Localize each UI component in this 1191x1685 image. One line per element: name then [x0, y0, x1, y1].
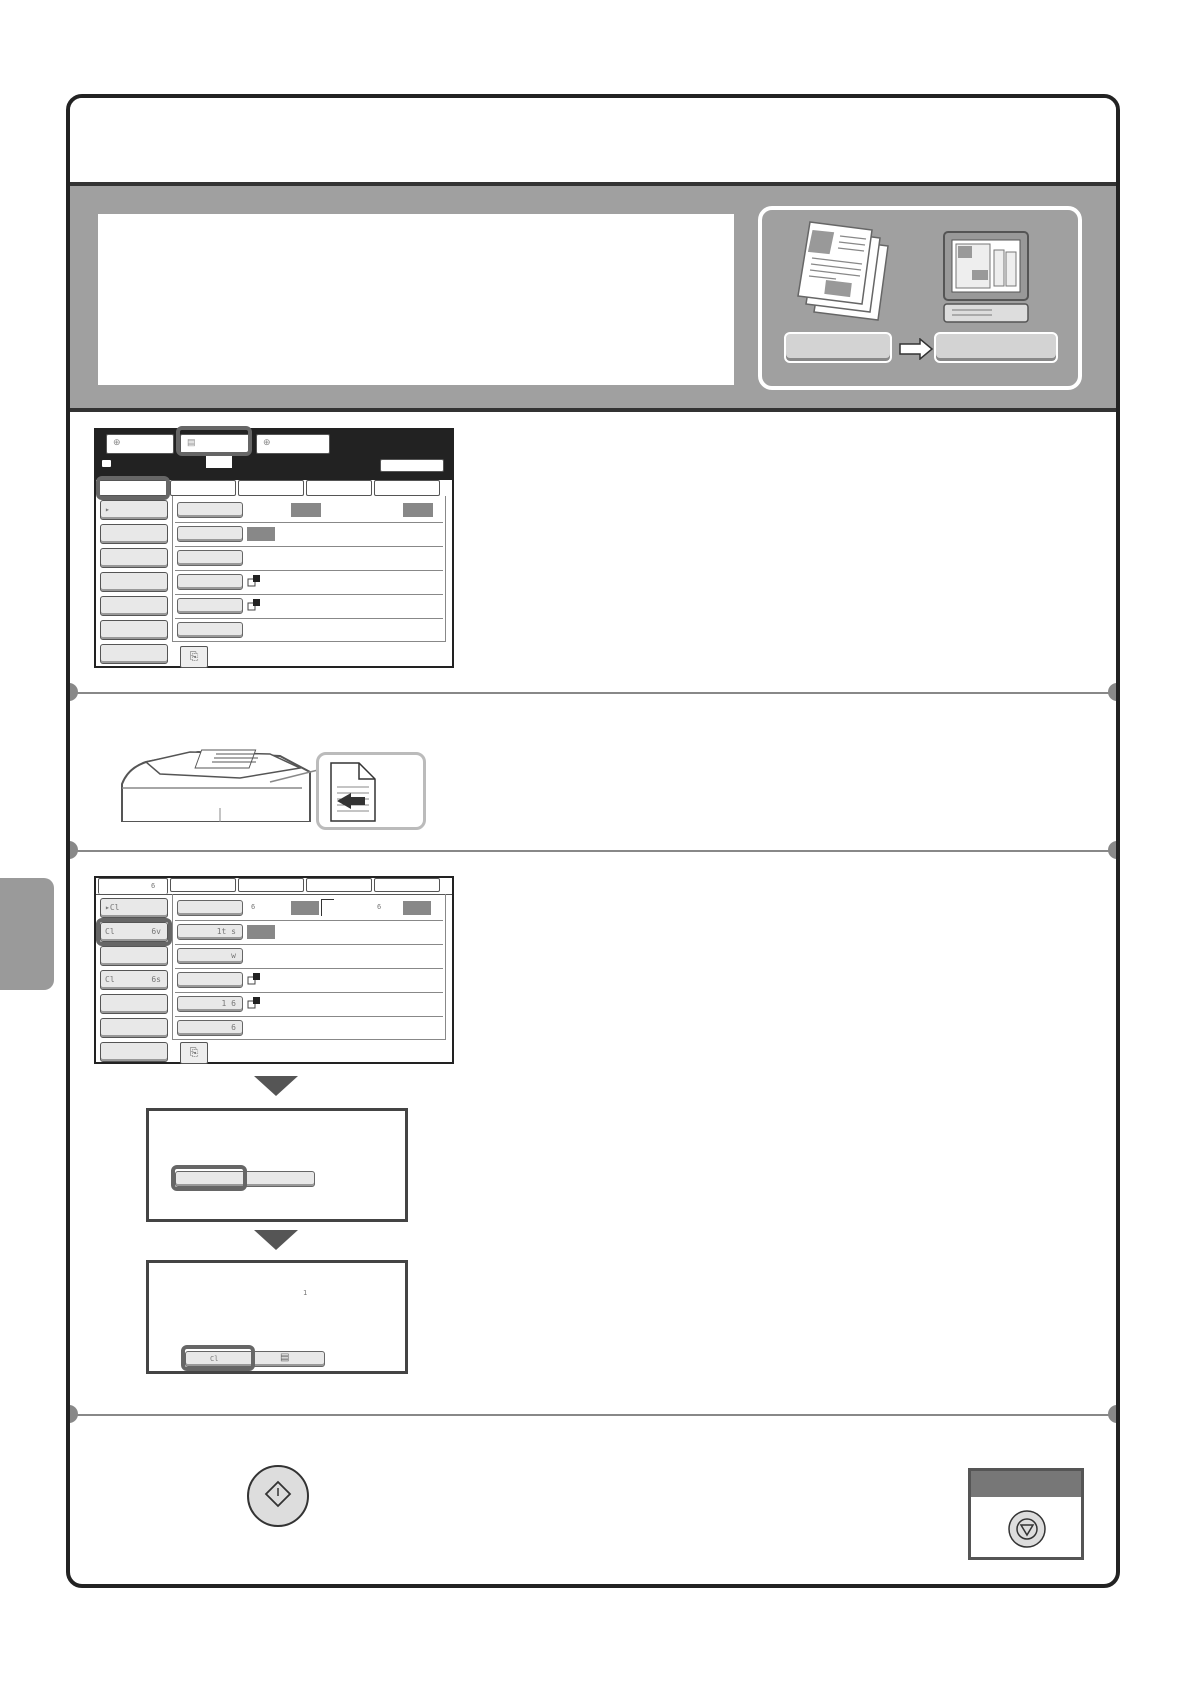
setting-button-3[interactable]: [177, 550, 243, 566]
chapter-side-tab: [0, 878, 54, 990]
row-divider: [175, 920, 443, 921]
status-icon: [102, 460, 111, 467]
mode-bar: [96, 430, 452, 480]
side-button-7[interactable]: [100, 644, 168, 664]
side-button-3[interactable]: [100, 548, 168, 568]
mode-tab-copy[interactable]: [106, 434, 174, 454]
side-button-6[interactable]: [100, 620, 168, 640]
setting-button-2[interactable]: 1t s: [177, 924, 243, 940]
original-label-pill: [784, 332, 892, 363]
highlight-option: [171, 1165, 247, 1191]
value-box-1a: [291, 901, 319, 915]
side-label: Cl: [109, 903, 120, 912]
title-bar: [70, 98, 1116, 186]
row-divider: [175, 944, 443, 945]
header-right-button[interactable]: [380, 459, 444, 472]
separator-dot: [1108, 1405, 1120, 1423]
step-separator: [70, 692, 1116, 694]
side-button-4[interactable]: [100, 970, 168, 990]
separator-dot: [1108, 841, 1120, 859]
instruction-frame: [66, 94, 1120, 1588]
setting-button-6[interactable]: 6: [177, 1020, 243, 1036]
row-divider: [175, 968, 443, 969]
stop-button-icon[interactable]: [1007, 1509, 1047, 1549]
row-divider: [175, 1016, 443, 1017]
dialog-mark: 1: [303, 1289, 308, 1297]
highlight-option: [181, 1345, 255, 1371]
row-divider: [175, 546, 443, 547]
highlight-first-tab: [96, 476, 170, 500]
overview-text-box: [98, 214, 734, 385]
tab-2[interactable]: [170, 480, 236, 496]
color-mode-icon: [247, 598, 261, 612]
touch-panel-screenshot-2: [94, 876, 454, 1064]
side-button-7[interactable]: [100, 1042, 168, 1062]
stop-key-header: [971, 1471, 1081, 1497]
setting-button-2[interactable]: [177, 526, 243, 542]
highlight-side-button: [96, 918, 172, 946]
row-mark: 6: [251, 903, 256, 911]
row-mark: 6: [377, 903, 382, 911]
side-label-right: 6v: [151, 927, 161, 936]
side-button-2[interactable]: [100, 524, 168, 544]
setting-button-1[interactable]: [177, 502, 243, 518]
tab-3[interactable]: [238, 878, 304, 892]
tab-2[interactable]: [170, 878, 236, 892]
highlight-mode-tab: [176, 426, 252, 456]
preview-icon[interactable]: ⎘: [180, 1042, 208, 1064]
tab-4[interactable]: [306, 480, 372, 496]
row-divider: [175, 570, 443, 571]
row-divider: [175, 618, 443, 619]
arrow-icon: [898, 338, 934, 360]
stop-key-panel: [968, 1468, 1084, 1560]
separator-dot: [66, 1405, 78, 1423]
side-button-3[interactable]: [100, 946, 168, 966]
side-button-5[interactable]: [100, 596, 168, 616]
color-mode-icon: [247, 996, 261, 1010]
setting-dialog-2: [146, 1260, 408, 1374]
tab-5[interactable]: [374, 480, 440, 496]
overview-banner: [70, 186, 1116, 412]
storage-mode-icon: ⊕: [263, 437, 271, 447]
setting-button-1[interactable]: [177, 900, 243, 916]
setting-button-4[interactable]: [177, 972, 243, 988]
option-icon: ▤: [280, 1352, 290, 1363]
side-button-1[interactable]: ▸: [100, 500, 168, 520]
setting-button-5[interactable]: [177, 598, 243, 614]
start-button-icon[interactable]: [246, 1464, 310, 1528]
send-mode-icon: ▤: [187, 437, 196, 447]
value-box-2: [247, 925, 275, 939]
separator-dot: [66, 841, 78, 859]
side-label-right: 6s: [151, 975, 161, 984]
copy-mode-icon: ⊕: [113, 437, 121, 447]
address-tabs-2: [96, 878, 452, 895]
tab-1[interactable]: [98, 878, 168, 894]
overview-illustration: [758, 206, 1082, 390]
separator-dot: [1108, 683, 1120, 701]
option-label: Cl: [210, 1355, 219, 1363]
corner-mark: [321, 899, 334, 916]
value-box-2: [247, 527, 275, 541]
side-button-1[interactable]: ▸Cl: [100, 898, 168, 918]
tab-callout: [206, 454, 232, 468]
side-label: Cl: [105, 975, 115, 984]
value-box-1b: [403, 503, 433, 517]
tab-5[interactable]: [374, 878, 440, 892]
setting-button-5[interactable]: 1 6: [177, 996, 243, 1012]
document-stack-icon: [796, 216, 896, 326]
settings-area: [172, 894, 446, 1040]
separator-dot: [66, 683, 78, 701]
color-mode-icon: [247, 972, 261, 986]
setting-button-4[interactable]: [177, 574, 243, 590]
setting-dialog-1: [146, 1108, 408, 1222]
touch-panel-screenshot-1: [94, 428, 454, 668]
row-divider: [175, 594, 443, 595]
side-button-6[interactable]: [100, 1018, 168, 1038]
result-label-pill: [934, 332, 1058, 363]
side-button-5[interactable]: [100, 994, 168, 1014]
preview-icon[interactable]: ⎘: [180, 646, 208, 668]
tab-4[interactable]: [306, 878, 372, 892]
value-box-1b: [403, 901, 431, 915]
mode-tab-storage[interactable]: [256, 434, 330, 454]
original-orientation-inset: [316, 752, 426, 830]
flow-arrow-icon: [254, 1230, 298, 1250]
original-page-icon: [329, 761, 379, 823]
row-divider: [175, 992, 443, 993]
side-label: Cl: [105, 927, 115, 936]
monitor-icon: [942, 230, 1034, 326]
setting-button-6[interactable]: [177, 622, 243, 638]
side-button-4[interactable]: [100, 572, 168, 592]
settings-area: [172, 496, 446, 642]
color-mode-icon: [247, 574, 261, 588]
tab-mark: 6: [151, 882, 156, 890]
step-separator: [70, 850, 1116, 852]
setting-button-3[interactable]: w: [177, 948, 243, 964]
step-separator: [70, 1414, 1116, 1416]
value-box-1a: [291, 503, 321, 517]
tab-3[interactable]: [238, 480, 304, 496]
flow-arrow-icon: [254, 1076, 298, 1096]
row-divider: [175, 522, 443, 523]
